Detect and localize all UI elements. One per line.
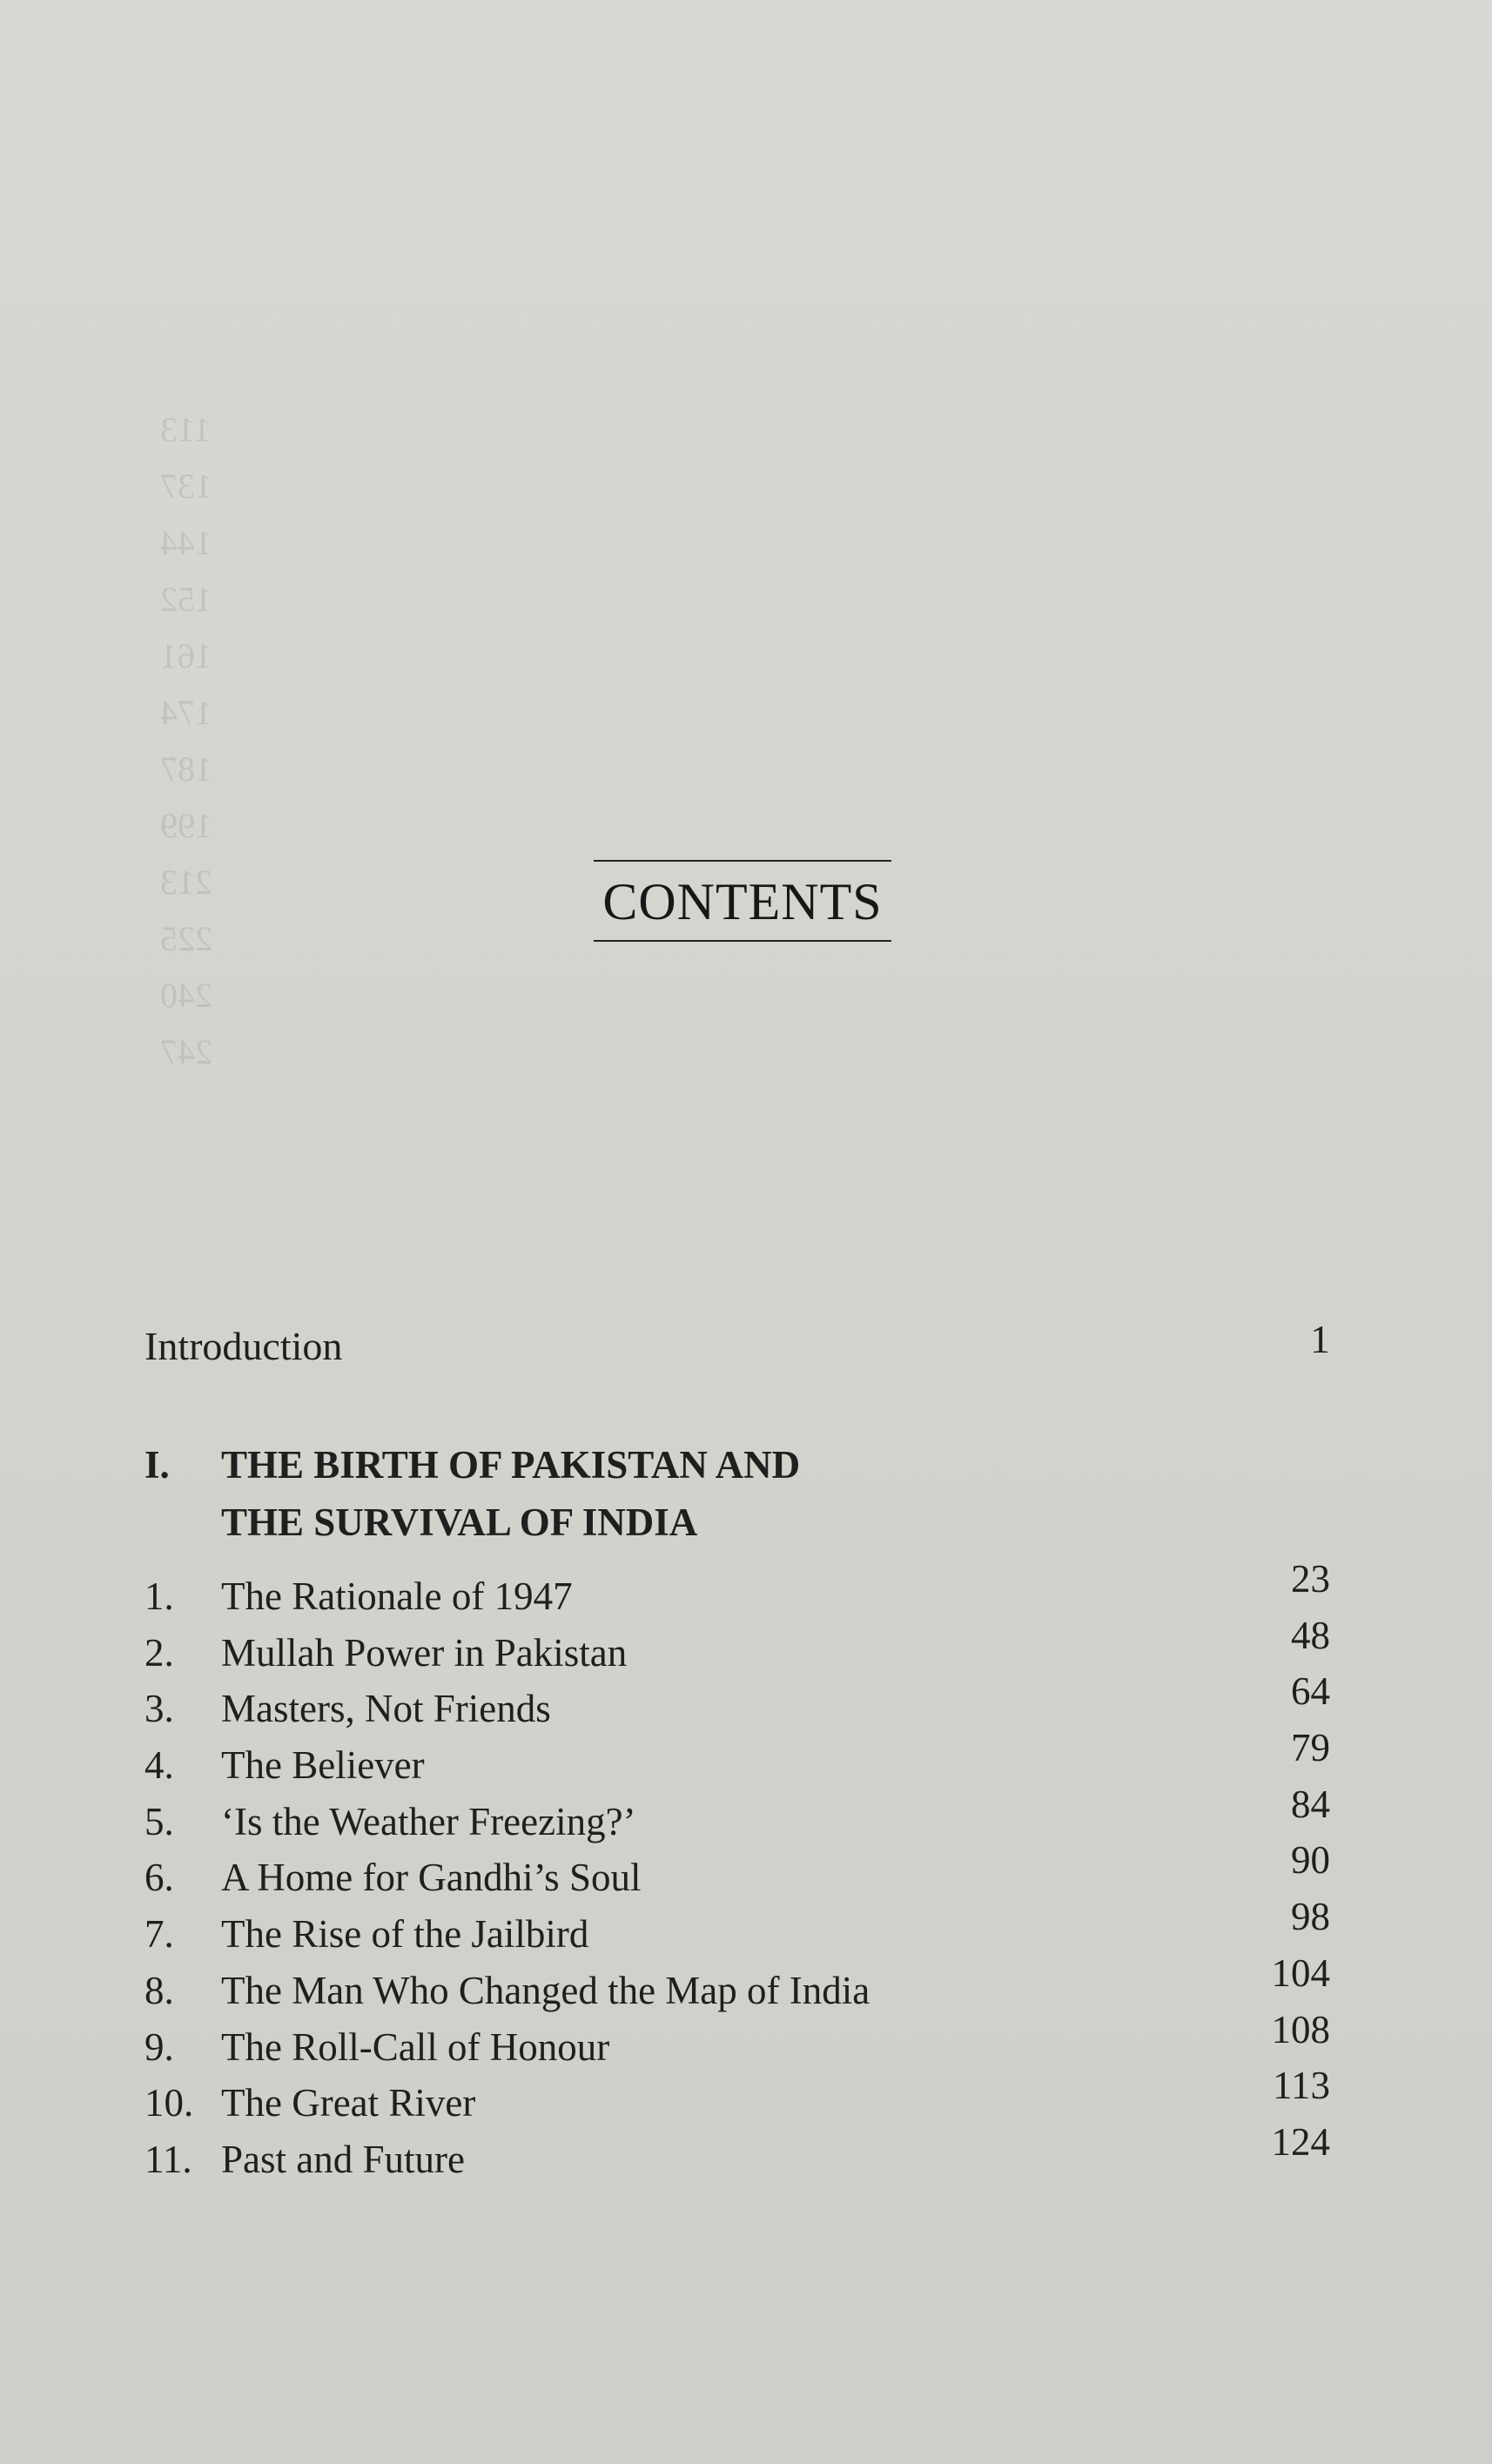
chapter-number: 3. xyxy=(144,1687,174,1731)
chapter-title: Mullah Power in Pakistan xyxy=(221,1630,628,1675)
ghost-page-number: 199 xyxy=(160,806,212,845)
chapter-number: 2. xyxy=(144,1630,174,1675)
part-number: I. xyxy=(144,1443,170,1487)
chapter-number: 10. xyxy=(144,2081,194,2125)
chapter-page-number: 79 xyxy=(1291,1726,1330,1770)
introduction-page-number: 1 xyxy=(1310,1317,1330,1361)
part-title-line-2: THE SURVIVAL OF INDIA xyxy=(221,1501,698,1544)
chapter-page-number: 113 xyxy=(1273,2064,1330,2108)
chapter-entry xyxy=(144,1669,1330,1742)
chapter-title: Past and Future xyxy=(221,2137,465,2181)
chapter-page-number: 84 xyxy=(1291,1782,1330,1826)
contents-heading xyxy=(594,860,891,942)
ghost-page-number: 152 xyxy=(160,580,212,619)
chapter-number: 11. xyxy=(144,2137,192,2181)
ghost-page-number: 137 xyxy=(160,467,212,506)
chapter-list xyxy=(144,1557,1330,2193)
chapter-page-number: 48 xyxy=(1291,1613,1330,1657)
part-heading xyxy=(144,1436,1102,1551)
ghost-page-number: 144 xyxy=(160,523,212,562)
chapter-number: 4. xyxy=(144,1743,174,1788)
chapter-title: The Man Who Changed the Map of India xyxy=(221,1968,870,2012)
title-rule-bottom xyxy=(594,940,891,942)
chapter-page-number: 90 xyxy=(1291,1838,1330,1883)
ghost-page-number: 174 xyxy=(160,693,212,732)
chapter-number: 5. xyxy=(144,1799,174,1843)
chapter-title: ‘Is the Weather Freezing?’ xyxy=(221,1799,636,1843)
chapter-title: A Home for Gandhi’s Soul xyxy=(221,1856,642,1900)
chapter-entry xyxy=(144,1557,1330,1630)
chapter-entry xyxy=(144,2007,1330,2081)
chapter-number: 8. xyxy=(144,1968,174,2012)
ghost-page-number: 247 xyxy=(160,1032,212,1071)
chapter-page-number: 64 xyxy=(1291,1669,1330,1714)
chapter-page-number: 104 xyxy=(1271,1950,1330,1995)
chapter-entry xyxy=(144,1950,1330,2024)
ghost-page-number: 225 xyxy=(160,919,212,958)
ghost-page-number: 113 xyxy=(160,410,212,449)
ghost-page-number: 161 xyxy=(160,636,212,675)
chapter-title: Masters, Not Friends xyxy=(221,1687,551,1731)
chapter-entry xyxy=(144,1726,1330,1799)
ghost-page-number: 240 xyxy=(160,976,212,1015)
chapter-page-number: 124 xyxy=(1271,2119,1330,2164)
chapter-title: The Roll-Call of Honour xyxy=(221,2024,610,2069)
chapter-title: The Great River xyxy=(221,2081,476,2125)
ghost-page-number: 213 xyxy=(160,863,212,902)
ghost-page-number: 187 xyxy=(160,749,212,789)
chapter-entry xyxy=(144,2064,1330,2137)
chapter-number: 9. xyxy=(144,2024,174,2069)
chapter-entry xyxy=(144,1838,1330,1911)
chapter-entry xyxy=(144,1613,1330,1687)
chapter-entry xyxy=(144,1782,1330,1856)
chapter-page-number: 108 xyxy=(1271,2007,1330,2051)
chapter-number: 7. xyxy=(144,1912,174,1957)
chapter-title: The Rise of the Jailbird xyxy=(221,1912,589,1957)
chapter-number: 1. xyxy=(144,1574,174,1618)
chapter-title: The Believer xyxy=(221,1743,425,1788)
chapter-page-number: 23 xyxy=(1291,1557,1330,1601)
part-title-line-1: THE BIRTH OF PAKISTAN AND xyxy=(221,1443,801,1487)
chapter-entry xyxy=(144,1895,1330,1968)
chapter-page-number: 98 xyxy=(1291,1895,1330,1939)
introduction-label: Introduction xyxy=(144,1324,343,1368)
chapter-number: 6. xyxy=(144,1856,174,1900)
contents-title: CONTENTS xyxy=(602,873,883,930)
chapter-entry xyxy=(144,2119,1330,2193)
chapter-title: The Rationale of 1947 xyxy=(221,1574,573,1618)
